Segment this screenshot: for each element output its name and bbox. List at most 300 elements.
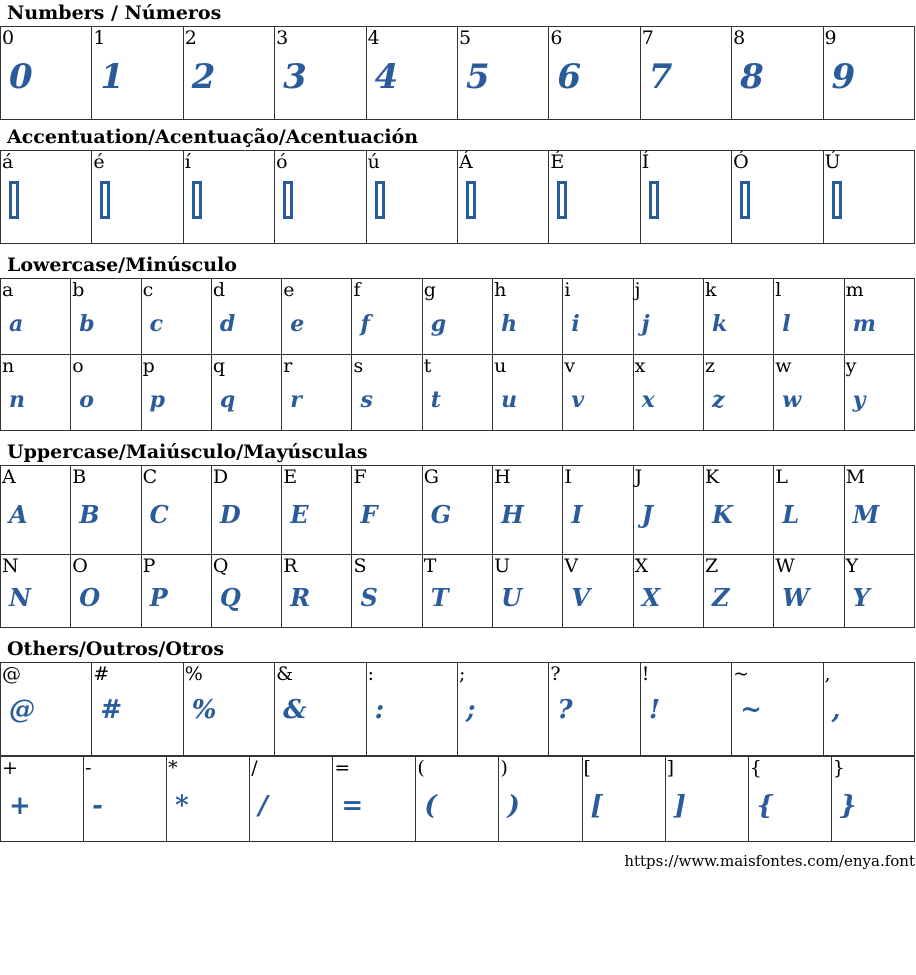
glyph-cell <box>333 757 416 842</box>
glyph-cell <box>774 279 844 355</box>
glyph-label: z <box>704 355 715 377</box>
glyph-sample: e <box>290 311 305 337</box>
glyph-label: M <box>845 466 866 488</box>
missing-glyph-icon <box>466 181 476 219</box>
glyph-cell <box>211 355 281 431</box>
glyph-cell <box>282 555 352 628</box>
glyph-label: W <box>775 555 795 577</box>
glyph-sample: n <box>9 387 25 413</box>
glyph-sample: g <box>430 311 447 337</box>
glyph-label: H <box>494 466 511 488</box>
glyph-sample: 1 <box>100 57 125 97</box>
glyph-sample: Z <box>711 583 730 612</box>
glyph-sample: # <box>100 695 123 725</box>
glyph-cell <box>563 466 633 555</box>
glyph-cell <box>92 27 183 120</box>
glyph-cell <box>831 757 914 842</box>
glyph-sample: B <box>79 500 100 529</box>
glyph-sample: ) <box>507 791 520 821</box>
others-row <box>1 663 915 756</box>
section-title-uppercase: Uppercase/Maiúsculo/Mayúsculas <box>7 441 368 463</box>
glyph-label: N <box>2 555 19 577</box>
numbers-grid <box>0 26 915 120</box>
missing-glyph-icon <box>283 181 293 219</box>
glyph-cell <box>422 555 492 628</box>
lowercase-section <box>0 252 916 431</box>
glyph-label: q <box>212 355 226 377</box>
lowercase-grid <box>0 278 915 431</box>
others-section <box>0 636 916 842</box>
glyph-label: s <box>353 355 364 377</box>
glyph-sample: ? <box>557 695 573 725</box>
glyph-label: { <box>749 757 762 779</box>
glyph-cell <box>352 279 422 355</box>
glyph-cell <box>282 279 352 355</box>
glyph-sample: i <box>571 311 580 337</box>
glyph-sample: S <box>360 583 378 612</box>
glyph-cell <box>640 151 731 244</box>
missing-glyph-icon <box>100 181 110 219</box>
glyph-cell <box>1 757 84 842</box>
glyph-sample: t <box>430 387 441 413</box>
glyph-sample: / <box>258 791 268 821</box>
glyph-label: é <box>93 151 105 173</box>
glyph-cell <box>71 355 141 431</box>
glyph-label: G <box>423 466 439 488</box>
glyph-label: y <box>845 355 857 377</box>
glyph-label: 8 <box>733 27 746 49</box>
glyph-label: 3 <box>276 27 289 49</box>
glyph-sample: 9 <box>831 57 856 97</box>
glyph-label: l <box>775 279 782 301</box>
glyph-label: # <box>93 663 110 685</box>
glyph-label: ) <box>500 757 508 779</box>
glyph-cell <box>183 151 274 244</box>
glyph-cell <box>823 27 914 120</box>
glyph-cell <box>141 466 211 555</box>
glyph-cell <box>141 555 211 628</box>
glyph-label: , <box>824 663 831 685</box>
glyph-cell <box>366 151 457 244</box>
glyph-cell <box>633 355 703 431</box>
glyph-label: k <box>704 279 717 301</box>
section-title-accentuation: Accentuation/Acentuação/Acentuación <box>7 126 419 148</box>
glyph-cell <box>823 663 914 756</box>
glyph-cell <box>416 757 499 842</box>
glyph-label: í <box>184 151 191 173</box>
glyph-label: T <box>423 555 437 577</box>
glyph-cell <box>703 466 773 555</box>
glyph-cell <box>774 466 844 555</box>
glyph-label: ú <box>367 151 380 173</box>
glyph-cell <box>282 466 352 555</box>
glyph-cell <box>844 466 914 555</box>
glyph-label: h <box>494 279 507 301</box>
glyph-label: i <box>564 279 571 301</box>
glyph-sample: a <box>9 311 24 337</box>
glyph-sample: E <box>290 500 309 529</box>
glyph-label: o <box>72 355 84 377</box>
glyph-label: ! <box>641 663 650 685</box>
accentuation-section <box>0 124 916 244</box>
glyph-cell <box>71 279 141 355</box>
glyph-cell <box>167 757 250 842</box>
glyph-sample: & <box>283 695 307 725</box>
glyph-cell <box>250 757 333 842</box>
glyph-label: * <box>168 757 178 779</box>
glyph-label: Á <box>458 151 473 173</box>
glyph-label: p <box>142 355 155 377</box>
glyph-sample: k <box>711 311 728 337</box>
glyph-cell <box>211 279 281 355</box>
glyph-label: É <box>550 151 565 173</box>
glyph-cell <box>92 663 183 756</box>
glyph-cell <box>732 27 823 120</box>
glyph-sample: ] <box>673 791 686 821</box>
glyph-sample: % <box>191 695 217 725</box>
glyph-cell <box>549 151 640 244</box>
glyph-label: 9 <box>824 27 837 49</box>
glyph-cell <box>633 555 703 628</box>
glyph-sample: 3 <box>283 57 307 97</box>
glyph-cell <box>493 279 563 355</box>
glyph-label: v <box>564 355 576 377</box>
glyph-label: f <box>353 279 361 301</box>
glyph-sample: F <box>360 500 378 529</box>
section-title-others: Others/Outros/Otros <box>7 638 225 660</box>
glyph-label: & <box>276 663 294 685</box>
glyph-sample: C <box>149 500 169 529</box>
glyph-cell <box>563 355 633 431</box>
glyph-sample: 0 <box>9 57 33 97</box>
glyph-label: X <box>634 555 649 577</box>
glyph-label: L <box>775 466 788 488</box>
glyph-sample: s <box>360 387 373 413</box>
glyph-sample: 6 <box>557 57 582 97</box>
glyph-label: c <box>142 279 154 301</box>
glyph-label: Ú <box>824 151 841 173</box>
glyph-sample: h <box>501 311 518 337</box>
glyph-label: ( <box>417 757 425 779</box>
glyph-label: 7 <box>641 27 654 49</box>
glyph-cell <box>549 27 640 120</box>
glyph-cell <box>457 151 548 244</box>
glyph-label: E <box>283 466 298 488</box>
glyph-sample: y <box>852 387 866 413</box>
glyph-sample: Q <box>219 583 241 612</box>
glyph-cell <box>211 466 281 555</box>
glyph-cell <box>141 355 211 431</box>
glyph-cell <box>71 555 141 628</box>
glyph-label: Ó <box>733 151 749 173</box>
glyph-sample: R <box>290 583 311 612</box>
glyph-cell <box>493 355 563 431</box>
glyph-cell <box>748 757 831 842</box>
glyph-label: Z <box>704 555 719 577</box>
glyph-cell <box>422 279 492 355</box>
glyph-label: 4 <box>367 27 380 49</box>
glyph-cell <box>1 663 92 756</box>
glyph-sample: d <box>219 311 236 337</box>
glyph-label: w <box>775 355 792 377</box>
others-grid-2 <box>0 756 915 842</box>
glyph-sample: v <box>571 387 585 413</box>
glyph-label: ; <box>458 663 466 685</box>
glyph-label: Q <box>212 555 229 577</box>
glyph-sample: O <box>79 583 101 612</box>
glyph-sample: 7 <box>648 57 673 97</box>
glyph-label: 0 <box>2 27 15 49</box>
glyph-sample: * <box>175 791 189 821</box>
glyph-cell <box>844 279 914 355</box>
glyph-cell <box>493 466 563 555</box>
glyph-label: Y <box>845 555 859 577</box>
glyph-label: K <box>704 466 720 488</box>
glyph-sample: I <box>571 500 583 529</box>
glyph-cell <box>282 355 352 431</box>
glyph-sample: P <box>149 583 168 612</box>
glyph-sample: ! <box>648 695 661 725</box>
glyph-sample: N <box>9 583 31 612</box>
glyph-cell <box>422 355 492 431</box>
glyph-label: C <box>142 466 158 488</box>
lowercase-row <box>1 355 915 431</box>
missing-glyph-icon <box>832 181 842 219</box>
glyph-cell <box>1 27 92 120</box>
glyph-label: B <box>72 466 87 488</box>
glyph-sample: H <box>501 500 524 529</box>
glyph-cell <box>71 466 141 555</box>
others-grid-1 <box>0 662 915 756</box>
glyph-cell <box>275 27 366 120</box>
numbers-section <box>0 0 916 120</box>
glyph-cell <box>549 663 640 756</box>
missing-glyph-icon <box>740 181 750 219</box>
missing-glyph-icon <box>9 181 19 219</box>
glyph-label: / <box>251 757 258 779</box>
glyph-label: 2 <box>184 27 197 49</box>
glyph-label: 1 <box>93 27 106 49</box>
glyph-sample: [ <box>590 791 603 821</box>
glyph-label: ? <box>550 663 561 685</box>
glyph-sample: - <box>92 791 103 821</box>
others-row <box>1 757 915 842</box>
glyph-cell <box>774 355 844 431</box>
glyph-label: Í <box>641 151 650 173</box>
glyph-label: = <box>334 757 351 779</box>
glyph-cell <box>844 555 914 628</box>
glyph-cell <box>457 27 548 120</box>
glyph-label: + <box>2 757 18 779</box>
glyph-cell <box>183 663 274 756</box>
glyph-cell <box>823 151 914 244</box>
uppercase-grid <box>0 465 915 628</box>
glyph-cell <box>457 663 548 756</box>
glyph-label: ~ <box>733 663 750 685</box>
glyph-label: b <box>72 279 85 301</box>
lowercase-row <box>1 279 915 355</box>
glyph-sample: m <box>852 311 876 337</box>
glyph-sample: l <box>782 311 791 337</box>
glyph-sample: w <box>782 387 802 413</box>
glyph-sample: V <box>571 583 590 612</box>
glyph-cell <box>366 663 457 756</box>
glyph-sample: { <box>756 791 774 821</box>
glyph-label: } <box>832 757 845 779</box>
glyph-label: e <box>283 279 295 301</box>
glyph-cell <box>493 555 563 628</box>
glyph-label: V <box>564 555 579 577</box>
glyph-cell <box>633 466 703 555</box>
accentuation-row <box>1 151 915 244</box>
glyph-sample: J <box>641 500 654 529</box>
glyph-label: J <box>634 466 643 488</box>
glyph-cell <box>275 663 366 756</box>
glyph-sample: U <box>501 583 523 612</box>
glyph-cell <box>582 757 665 842</box>
glyph-label: n <box>2 355 15 377</box>
glyph-label: U <box>494 555 511 577</box>
glyph-sample: b <box>79 311 95 337</box>
glyph-label: F <box>353 466 367 488</box>
glyph-sample: X <box>641 583 661 612</box>
uppercase-row <box>1 466 915 555</box>
section-title-lowercase: Lowercase/Minúsculo <box>7 254 237 276</box>
missing-glyph-icon <box>649 181 659 219</box>
glyph-label: P <box>142 555 156 577</box>
glyph-label: r <box>283 355 293 377</box>
glyph-sample: r <box>290 387 302 413</box>
numbers-row <box>1 27 915 120</box>
glyph-label: u <box>494 355 507 377</box>
glyph-label: t <box>423 355 432 377</box>
glyph-cell <box>183 27 274 120</box>
glyph-label: a <box>2 279 14 301</box>
glyph-label: D <box>212 466 229 488</box>
glyph-label: d <box>212 279 226 301</box>
glyph-sample: , <box>831 695 841 725</box>
glyph-sample: T <box>430 583 449 612</box>
missing-glyph-icon <box>375 181 385 219</box>
glyph-cell <box>703 555 773 628</box>
glyph-sample: ( <box>424 791 437 821</box>
glyph-sample: M <box>852 500 880 529</box>
missing-glyph-icon <box>557 181 567 219</box>
glyph-label: m <box>845 279 864 301</box>
glyph-cell <box>640 663 731 756</box>
glyph-cell <box>499 757 582 842</box>
glyph-label: A <box>2 466 16 488</box>
glyph-label: ] <box>666 757 675 779</box>
glyph-cell <box>844 355 914 431</box>
glyph-sample: q <box>219 387 236 413</box>
missing-glyph-icon <box>192 181 202 219</box>
glyph-cell <box>1 279 71 355</box>
glyph-cell <box>211 555 281 628</box>
glyph-cell <box>665 757 748 842</box>
glyph-sample: : <box>374 695 385 725</box>
glyph-sample: K <box>711 500 733 529</box>
glyph-sample: c <box>149 311 163 337</box>
glyph-label: : <box>367 663 374 685</box>
glyph-cell <box>352 466 422 555</box>
glyph-cell <box>703 279 773 355</box>
uppercase-row <box>1 555 915 628</box>
section-title-numbers: Numbers / Números <box>7 2 222 24</box>
glyph-cell <box>1 355 71 431</box>
glyph-cell <box>633 279 703 355</box>
glyph-sample: G <box>430 500 452 529</box>
glyph-label: 5 <box>458 27 472 49</box>
glyph-label: x <box>634 355 646 377</box>
glyph-label: @ <box>2 663 21 685</box>
glyph-sample: L <box>782 500 800 529</box>
glyph-sample: D <box>219 500 241 529</box>
glyph-cell <box>732 151 823 244</box>
glyph-sample: Y <box>852 583 870 612</box>
glyph-cell <box>92 151 183 244</box>
glyph-sample: W <box>782 583 810 612</box>
glyph-sample: z <box>711 387 725 413</box>
glyph-label: R <box>283 555 298 577</box>
glyph-cell <box>703 355 773 431</box>
glyph-sample: @ <box>9 695 35 725</box>
glyph-label: 6 <box>550 27 563 49</box>
glyph-cell <box>352 355 422 431</box>
glyph-cell <box>1 555 71 628</box>
glyph-sample: x <box>641 387 655 413</box>
glyph-sample: u <box>501 387 518 413</box>
glyph-cell <box>352 555 422 628</box>
glyph-cell <box>366 27 457 120</box>
glyph-sample: + <box>9 791 31 821</box>
glyph-cell <box>1 466 71 555</box>
glyph-cell <box>640 27 731 120</box>
glyph-sample: p <box>149 387 165 413</box>
glyph-cell <box>1 151 92 244</box>
glyph-label: O <box>72 555 88 577</box>
glyph-cell <box>141 279 211 355</box>
glyph-sample: A <box>9 500 28 529</box>
glyph-label: j <box>634 279 641 301</box>
glyph-sample: 8 <box>740 57 764 97</box>
glyph-label: % <box>184 663 203 685</box>
glyph-sample: } <box>839 791 857 821</box>
glyph-sample: ; <box>465 695 476 725</box>
glyph-label: - <box>85 757 92 779</box>
glyph-label: g <box>423 279 436 301</box>
glyph-label: á <box>2 151 14 173</box>
glyph-cell <box>732 663 823 756</box>
glyph-cell <box>84 757 167 842</box>
glyph-sample: 5 <box>465 57 490 97</box>
glyph-cell <box>774 555 844 628</box>
glyph-cell <box>275 151 366 244</box>
glyph-label: [ <box>583 757 591 779</box>
uppercase-section <box>0 439 916 628</box>
glyph-cell <box>422 466 492 555</box>
glyph-sample: ~ <box>740 695 762 725</box>
glyph-label: I <box>564 466 572 488</box>
glyph-sample: j <box>641 311 650 337</box>
glyph-sample: 4 <box>374 57 399 97</box>
glyph-cell <box>563 555 633 628</box>
glyph-label: ó <box>276 151 288 173</box>
accentuation-grid <box>0 150 915 244</box>
glyph-sample: o <box>79 387 94 413</box>
glyph-cell <box>563 279 633 355</box>
glyph-sample: f <box>360 311 370 337</box>
